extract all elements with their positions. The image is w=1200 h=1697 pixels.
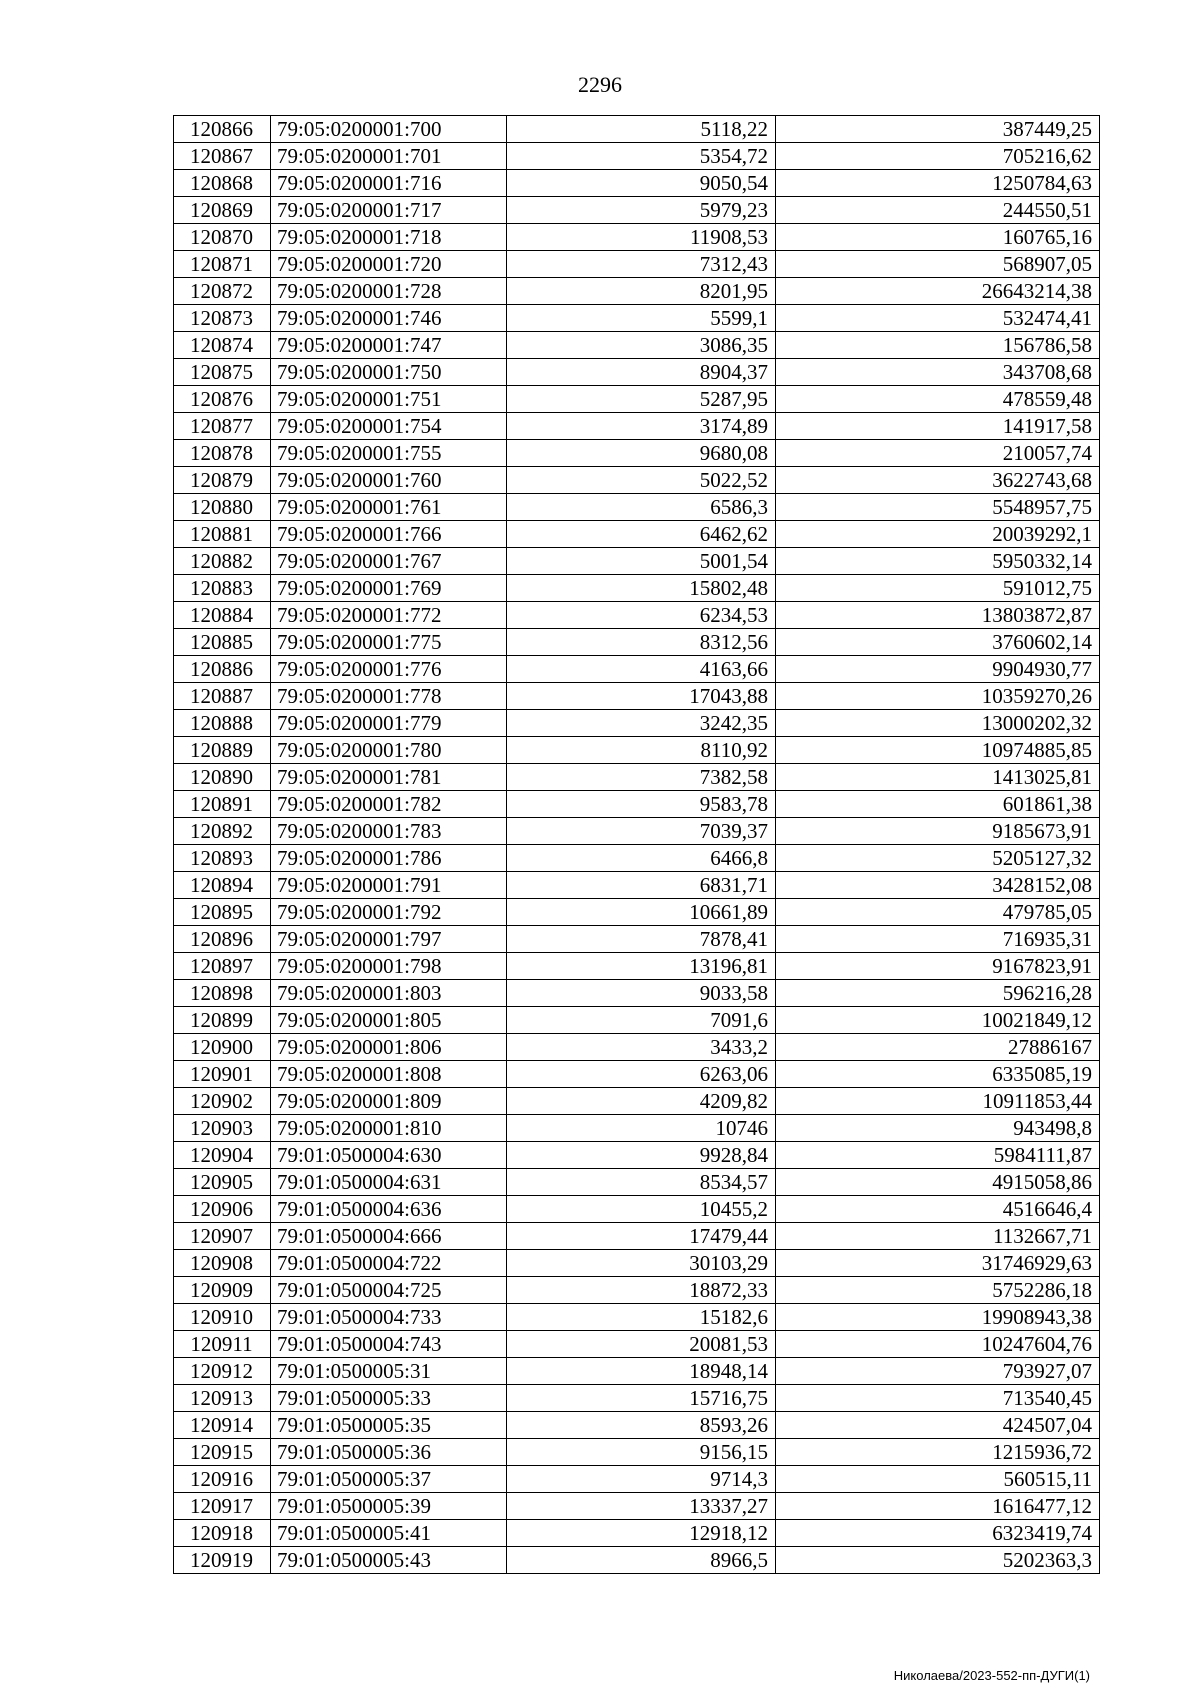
area-value: 12918,12: [507, 1520, 776, 1547]
cadastral-number: 79:05:0200001:808: [271, 1061, 507, 1088]
area-value: 5022,52: [507, 467, 776, 494]
cadastral-number: 79:05:0200001:747: [271, 332, 507, 359]
table-row: [174, 1142, 1100, 1169]
cadastral-number: 79:05:0200001:766: [271, 521, 507, 548]
area-value: 30103,29: [507, 1250, 776, 1277]
area-value: 7382,58: [507, 764, 776, 791]
row-number: 120870: [174, 224, 271, 251]
row-number: 120913: [174, 1385, 271, 1412]
area-value: 20081,53: [507, 1331, 776, 1358]
cadastral-value: 478559,48: [776, 386, 1100, 413]
row-number: 120912: [174, 1358, 271, 1385]
row-number: 120918: [174, 1520, 271, 1547]
cadastral-number: 79:01:0500004:631: [271, 1169, 507, 1196]
table-row: [174, 1385, 1100, 1412]
cadastral-number: 79:01:0500004:743: [271, 1331, 507, 1358]
cadastral-number: 79:05:0200001:751: [271, 386, 507, 413]
table-row: [174, 197, 1100, 224]
table-row: [174, 602, 1100, 629]
table-row: [174, 1304, 1100, 1331]
table-row: [174, 467, 1100, 494]
cadastral-number: 79:05:0200001:809: [271, 1088, 507, 1115]
cadastral-value: 13000202,32: [776, 710, 1100, 737]
row-number: 120907: [174, 1223, 271, 1250]
area-value: 15716,75: [507, 1385, 776, 1412]
area-value: 9156,15: [507, 1439, 776, 1466]
area-value: 3433,2: [507, 1034, 776, 1061]
cadastral-value: 591012,75: [776, 575, 1100, 602]
row-number: 120898: [174, 980, 271, 1007]
area-value: 15802,48: [507, 575, 776, 602]
area-value: 9680,08: [507, 440, 776, 467]
cadastral-value: 3760602,14: [776, 629, 1100, 656]
row-number: 120873: [174, 305, 271, 332]
row-number: 120878: [174, 440, 271, 467]
cadastral-value: 596216,28: [776, 980, 1100, 1007]
area-value: 9033,58: [507, 980, 776, 1007]
table-row: [174, 440, 1100, 467]
table-row: [174, 1520, 1100, 1547]
cadastral-value: 160765,16: [776, 224, 1100, 251]
table-row: [174, 1547, 1100, 1574]
area-value: 4163,66: [507, 656, 776, 683]
cadastral-number: 79:05:0200001:791: [271, 872, 507, 899]
area-value: 6466,8: [507, 845, 776, 872]
cadastral-number: 79:05:0200001:806: [271, 1034, 507, 1061]
cadastral-value: 10359270,26: [776, 683, 1100, 710]
area-value: 18948,14: [507, 1358, 776, 1385]
area-value: 9714,3: [507, 1466, 776, 1493]
cadastral-value: 387449,25: [776, 116, 1100, 143]
cadastral-value: 716935,31: [776, 926, 1100, 953]
cadastral-number: 79:05:0200001:701: [271, 143, 507, 170]
area-value: 6586,3: [507, 494, 776, 521]
table-row: [174, 1277, 1100, 1304]
table-row: [174, 1034, 1100, 1061]
cadastral-number: 79:01:0500004:725: [271, 1277, 507, 1304]
cadastral-number: 79:05:0200001:760: [271, 467, 507, 494]
row-number: 120886: [174, 656, 271, 683]
cadastral-value: 20039292,1: [776, 521, 1100, 548]
cadastral-value: 10974885,85: [776, 737, 1100, 764]
area-value: 9928,84: [507, 1142, 776, 1169]
cadastral-number: 79:05:0200001:754: [271, 413, 507, 440]
cadastral-value: 10021849,12: [776, 1007, 1100, 1034]
area-value: 13196,81: [507, 953, 776, 980]
cadastral-value: 568907,05: [776, 251, 1100, 278]
row-number: 120919: [174, 1547, 271, 1574]
table-row: [174, 1493, 1100, 1520]
table-row: [174, 629, 1100, 656]
cadastral-value: 5984111,87: [776, 1142, 1100, 1169]
cadastral-number: 79:05:0200001:700: [271, 116, 507, 143]
cadastral-number: 79:05:0200001:778: [271, 683, 507, 710]
table-row: [174, 980, 1100, 1007]
cadastral-value: 5202363,3: [776, 1547, 1100, 1574]
row-number: 120902: [174, 1088, 271, 1115]
table-row: [174, 1331, 1100, 1358]
table-row: [174, 791, 1100, 818]
cadastral-value: 27886167: [776, 1034, 1100, 1061]
area-value: 5118,22: [507, 116, 776, 143]
area-value: 8201,95: [507, 278, 776, 305]
area-value: 18872,33: [507, 1277, 776, 1304]
cadastral-value: 5205127,32: [776, 845, 1100, 872]
row-number: 120899: [174, 1007, 271, 1034]
cadastral-number: 79:05:0200001:798: [271, 953, 507, 980]
row-number: 120877: [174, 413, 271, 440]
cadastral-value: 13803872,87: [776, 602, 1100, 629]
table-row: [174, 143, 1100, 170]
table-row: [174, 899, 1100, 926]
cadastral-value: 1132667,71: [776, 1223, 1100, 1250]
cadastral-number: 79:05:0200001:803: [271, 980, 507, 1007]
cadastral-number: 79:05:0200001:720: [271, 251, 507, 278]
row-number: 120889: [174, 737, 271, 764]
table-row: [174, 494, 1100, 521]
table-row: [174, 1169, 1100, 1196]
cadastral-value: 1215936,72: [776, 1439, 1100, 1466]
cadastral-value: 1616477,12: [776, 1493, 1100, 1520]
row-number: 120914: [174, 1412, 271, 1439]
table-row: [174, 683, 1100, 710]
row-number: 120900: [174, 1034, 271, 1061]
row-number: 120872: [174, 278, 271, 305]
table-row: [174, 1223, 1100, 1250]
cadastral-value: 9167823,91: [776, 953, 1100, 980]
row-number: 120895: [174, 899, 271, 926]
cadastral-number: 79:01:0500005:39: [271, 1493, 507, 1520]
row-number: 120882: [174, 548, 271, 575]
area-value: 6462,62: [507, 521, 776, 548]
row-number: 120909: [174, 1277, 271, 1304]
cadastral-value: 141917,58: [776, 413, 1100, 440]
area-value: 9050,54: [507, 170, 776, 197]
row-number: 120903: [174, 1115, 271, 1142]
cadastral-value: 6323419,74: [776, 1520, 1100, 1547]
cadastral-value: 210057,74: [776, 440, 1100, 467]
cadastral-number: 79:01:0500005:33: [271, 1385, 507, 1412]
row-number: 120904: [174, 1142, 271, 1169]
row-number: 120869: [174, 197, 271, 224]
table-row: [174, 926, 1100, 953]
table-row: [174, 1358, 1100, 1385]
table-row: [174, 1196, 1100, 1223]
cadastral-value: 6335085,19: [776, 1061, 1100, 1088]
cadastral-number: 79:05:0200001:767: [271, 548, 507, 575]
table-row: [174, 251, 1100, 278]
cadastral-value: 560515,11: [776, 1466, 1100, 1493]
row-number: 120890: [174, 764, 271, 791]
cadastral-value: 26643214,38: [776, 278, 1100, 305]
row-number: 120885: [174, 629, 271, 656]
row-number: 120881: [174, 521, 271, 548]
row-number: 120883: [174, 575, 271, 602]
area-value: 6234,53: [507, 602, 776, 629]
cadastral-value: 601861,38: [776, 791, 1100, 818]
area-value: 8904,37: [507, 359, 776, 386]
cadastral-value: 424507,04: [776, 1412, 1100, 1439]
cadastral-value: 10911853,44: [776, 1088, 1100, 1115]
row-number: 120917: [174, 1493, 271, 1520]
row-number: 120896: [174, 926, 271, 953]
cadastral-number: 79:05:0200001:805: [271, 1007, 507, 1034]
cadastral-number: 79:05:0200001:797: [271, 926, 507, 953]
cadastral-number: 79:05:0200001:750: [271, 359, 507, 386]
row-number: 120887: [174, 683, 271, 710]
row-number: 120880: [174, 494, 271, 521]
cadastral-number: 79:05:0200001:775: [271, 629, 507, 656]
row-number: 120901: [174, 1061, 271, 1088]
area-value: 7878,41: [507, 926, 776, 953]
table-row: [174, 305, 1100, 332]
cadastral-value: 156786,58: [776, 332, 1100, 359]
row-number: 120915: [174, 1439, 271, 1466]
cadastral-number: 79:01:0500004:722: [271, 1250, 507, 1277]
row-number: 120876: [174, 386, 271, 413]
area-value: 8593,26: [507, 1412, 776, 1439]
table-row: [174, 872, 1100, 899]
area-value: 6263,06: [507, 1061, 776, 1088]
row-number: 120867: [174, 143, 271, 170]
cadastral-number: 79:05:0200001:810: [271, 1115, 507, 1142]
row-number: 120874: [174, 332, 271, 359]
table-row: [174, 1061, 1100, 1088]
table-row: [174, 1007, 1100, 1034]
cadastral-number: 79:05:0200001:716: [271, 170, 507, 197]
document-reference: Николаева/2023-552-пп-ДУГИ(1): [893, 1668, 1090, 1683]
cadastral-value: 9185673,91: [776, 818, 1100, 845]
table-row: [174, 332, 1100, 359]
area-value: 8966,5: [507, 1547, 776, 1574]
table-row: [174, 575, 1100, 602]
cadastral-number: 79:05:0200001:761: [271, 494, 507, 521]
area-value: 6831,71: [507, 872, 776, 899]
cadastral-number: 79:01:0500005:36: [271, 1439, 507, 1466]
table-row: [174, 1439, 1100, 1466]
row-number: 120884: [174, 602, 271, 629]
area-value: 10661,89: [507, 899, 776, 926]
cadastral-value: 343708,68: [776, 359, 1100, 386]
area-value: 17479,44: [507, 1223, 776, 1250]
cadastral-number: 79:01:0500004:636: [271, 1196, 507, 1223]
row-number: 120879: [174, 467, 271, 494]
cadastral-value: 479785,05: [776, 899, 1100, 926]
area-value: 11908,53: [507, 224, 776, 251]
table-row: [174, 359, 1100, 386]
table-row: [174, 170, 1100, 197]
cadastral-value: 943498,8: [776, 1115, 1100, 1142]
cadastral-number: 79:05:0200001:776: [271, 656, 507, 683]
cadastral-number: 79:01:0500004:666: [271, 1223, 507, 1250]
cadastral-number: 79:01:0500005:43: [271, 1547, 507, 1574]
cadastral-value: 31746929,63: [776, 1250, 1100, 1277]
table-row: [174, 818, 1100, 845]
row-number: 120897: [174, 953, 271, 980]
area-value: 3174,89: [507, 413, 776, 440]
area-value: 13337,27: [507, 1493, 776, 1520]
area-value: 7039,37: [507, 818, 776, 845]
area-value: 5001,54: [507, 548, 776, 575]
page-number: 2296: [578, 72, 622, 97]
cadastral-number: 79:05:0200001:779: [271, 710, 507, 737]
cadastral-number: 79:05:0200001:746: [271, 305, 507, 332]
cadastral-value: 5752286,18: [776, 1277, 1100, 1304]
table-row: [174, 548, 1100, 575]
table-body: [174, 116, 1100, 1574]
table-row: [174, 521, 1100, 548]
area-value: 5599,1: [507, 305, 776, 332]
row-number: 120891: [174, 791, 271, 818]
cadastral-number: 79:05:0200001:780: [271, 737, 507, 764]
table-row: [174, 953, 1100, 980]
area-value: 3242,35: [507, 710, 776, 737]
row-number: 120910: [174, 1304, 271, 1331]
area-value: 8312,56: [507, 629, 776, 656]
table-row: [174, 413, 1100, 440]
cadastral-number: 79:01:0500005:37: [271, 1466, 507, 1493]
area-value: 10746: [507, 1115, 776, 1142]
table-row: [174, 1466, 1100, 1493]
cadastral-value: 9904930,77: [776, 656, 1100, 683]
table-row: [174, 845, 1100, 872]
table-row: [174, 656, 1100, 683]
row-number: 120916: [174, 1466, 271, 1493]
cadastral-value: 244550,51: [776, 197, 1100, 224]
table-row: [174, 224, 1100, 251]
row-number: 120888: [174, 710, 271, 737]
cadastral-value: 713540,45: [776, 1385, 1100, 1412]
row-number: 120871: [174, 251, 271, 278]
cadastral-value: 4915058,86: [776, 1169, 1100, 1196]
cadastral-number: 79:01:0500004:630: [271, 1142, 507, 1169]
cadastral-number: 79:05:0200001:783: [271, 818, 507, 845]
area-value: 8110,92: [507, 737, 776, 764]
cadastral-number: 79:05:0200001:755: [271, 440, 507, 467]
row-number: 120875: [174, 359, 271, 386]
cadastral-number: 79:05:0200001:786: [271, 845, 507, 872]
table-row: [174, 278, 1100, 305]
area-value: 15182,6: [507, 1304, 776, 1331]
row-number: 120908: [174, 1250, 271, 1277]
cadastral-value-table: [173, 115, 1100, 1574]
row-number: 120868: [174, 170, 271, 197]
area-value: 7091,6: [507, 1007, 776, 1034]
row-number: 120911: [174, 1331, 271, 1358]
cadastral-value: 532474,41: [776, 305, 1100, 332]
cadastral-value: 5950332,14: [776, 548, 1100, 575]
area-value: 9583,78: [507, 791, 776, 818]
table-row: [174, 710, 1100, 737]
cadastral-number: 79:01:0500005:41: [271, 1520, 507, 1547]
area-value: 3086,35: [507, 332, 776, 359]
cadastral-number: 79:05:0200001:717: [271, 197, 507, 224]
cadastral-number: 79:01:0500005:31: [271, 1358, 507, 1385]
table-row: [174, 1088, 1100, 1115]
area-value: 4209,82: [507, 1088, 776, 1115]
cadastral-number: 79:01:0500005:35: [271, 1412, 507, 1439]
table-row: [174, 116, 1100, 143]
area-value: 8534,57: [507, 1169, 776, 1196]
table-row: [174, 1412, 1100, 1439]
cadastral-number: 79:05:0200001:769: [271, 575, 507, 602]
cadastral-value: 5548957,75: [776, 494, 1100, 521]
row-number: 120892: [174, 818, 271, 845]
cadastral-number: 79:05:0200001:718: [271, 224, 507, 251]
row-number: 120906: [174, 1196, 271, 1223]
cadastral-value: 3622743,68: [776, 467, 1100, 494]
area-value: 5287,95: [507, 386, 776, 413]
cadastral-number: 79:01:0500004:733: [271, 1304, 507, 1331]
row-number: 120893: [174, 845, 271, 872]
area-value: 17043,88: [507, 683, 776, 710]
cadastral-value: 3428152,08: [776, 872, 1100, 899]
row-number: 120866: [174, 116, 271, 143]
area-value: 5354,72: [507, 143, 776, 170]
table-row: [174, 386, 1100, 413]
cadastral-number: 79:05:0200001:781: [271, 764, 507, 791]
cadastral-value: 1250784,63: [776, 170, 1100, 197]
area-value: 5979,23: [507, 197, 776, 224]
table-row: [174, 737, 1100, 764]
cadastral-number: 79:05:0200001:782: [271, 791, 507, 818]
cadastral-value: 10247604,76: [776, 1331, 1100, 1358]
area-value: 10455,2: [507, 1196, 776, 1223]
area-value: 7312,43: [507, 251, 776, 278]
cadastral-value: 1413025,81: [776, 764, 1100, 791]
cadastral-number: 79:05:0200001:792: [271, 899, 507, 926]
row-number: 120905: [174, 1169, 271, 1196]
table-row: [174, 764, 1100, 791]
table-row: [174, 1250, 1100, 1277]
cadastral-number: 79:05:0200001:772: [271, 602, 507, 629]
cadastral-number: 79:05:0200001:728: [271, 278, 507, 305]
cadastral-value: 793927,07: [776, 1358, 1100, 1385]
table-row: [174, 1115, 1100, 1142]
row-number: 120894: [174, 872, 271, 899]
cadastral-value: 705216,62: [776, 143, 1100, 170]
cadastral-value: 19908943,38: [776, 1304, 1100, 1331]
cadastral-value: 4516646,4: [776, 1196, 1100, 1223]
